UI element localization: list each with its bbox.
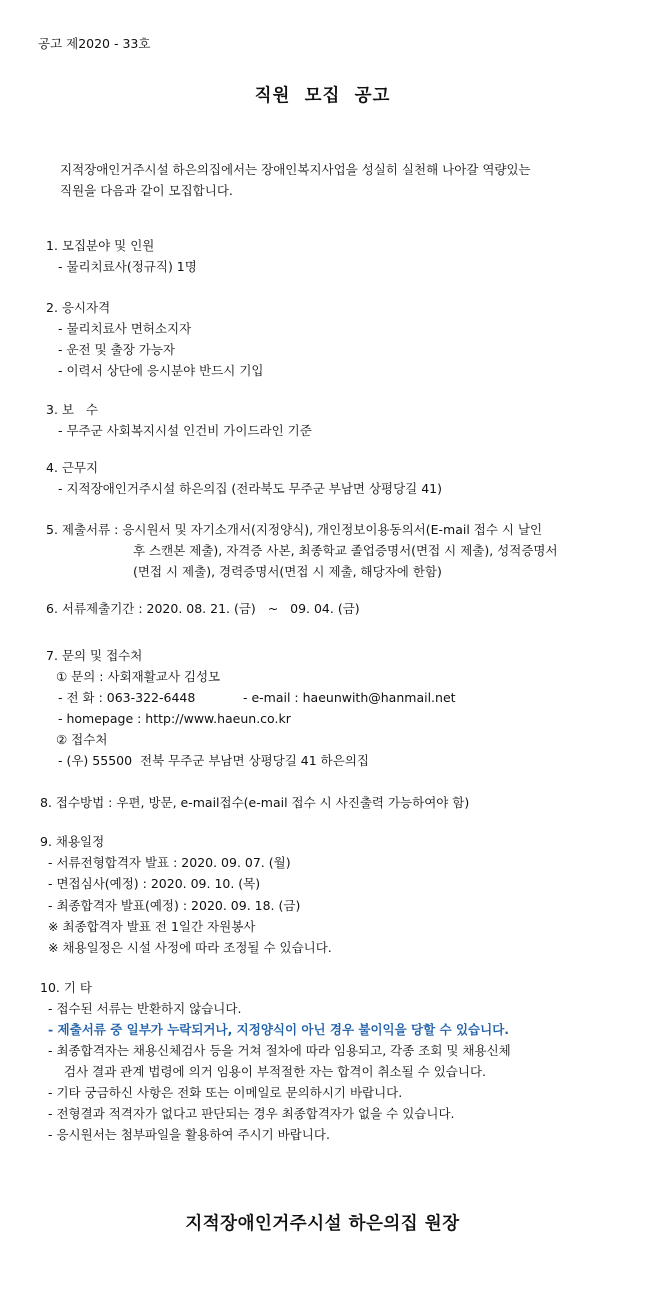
section-10-item: - 최종합격자는 채용신체검사 등을 거쳐 절차에 따라 임용되고, 각종 조회 및 채용신체	[48, 1043, 511, 1058]
section-9-note: ※ 최종합격자 발표 전 1일간 자원봉사	[48, 919, 256, 934]
section-10-item: - 기타 궁금하신 사항은 전화 또는 이메일로 문의하시기 바랍니다.	[48, 1085, 403, 1100]
section-7-item: ② 접수처	[56, 732, 108, 747]
section-9-item: - 최종합격자 발표(예정) : 2020. 09. 18. (금)	[48, 898, 301, 913]
section-5-line-2: 후 스캔본 제출), 자격증 사본, 최종학교 졸업증명서(면접 시 제출), 성적증명서	[133, 543, 558, 558]
section-10-item: - 접수된 서류는 반환하지 않습니다.	[48, 1001, 242, 1016]
section-10-item: - 응시원서는 첨부파일을 활용하여 주시기 바랍니다.	[48, 1127, 330, 1142]
section-2-item: - 물리치료사 면허소지자	[58, 321, 192, 336]
signature: 지적장애인거주시설 하은의집 원장	[185, 1214, 460, 1234]
section-2-heading: 2. 응시자격	[46, 300, 111, 315]
section-6-heading: 6. 서류제출기간 : 2020. 08. 21. (금) ~ 09. 04. (금)	[46, 601, 360, 616]
section-10-item-highlight: - 제출서류 중 일부가 누락되거나, 지정양식이 아닌 경우 불이익을 당할 수 있습니다.	[48, 1022, 510, 1037]
section-9-note: ※ 채용일정은 시설 사정에 따라 조정될 수 있습니다.	[48, 940, 332, 955]
section-10-heading: 10. 기 타	[40, 980, 92, 995]
section-10-item: - 전형결과 적격자가 없다고 판단되는 경우 최종합격자가 없을 수 있습니다.	[48, 1106, 455, 1121]
section-10-item-continuation: 검사 결과 관계 법령에 의거 임용이 부적절한 자는 합격이 취소될 수 있습니다.	[64, 1064, 487, 1079]
section-4-item: - 지적장애인거주시설 하은의집 (전라북도 무주군 부남면 상평당길 41)	[58, 481, 443, 496]
section-2-item: - 이력서 상단에 응시분야 반드시 기입	[58, 363, 264, 378]
section-7-item: - homepage : http://www.haeun.co.kr	[58, 711, 291, 726]
section-7-item: - (우) 55500 전북 무주군 부남면 상평당길 41 하은의집	[58, 753, 369, 768]
section-4-heading: 4. 근무지	[46, 460, 99, 475]
section-1-heading: 1. 모집분야 및 인원	[46, 238, 155, 253]
section-7-heading: 7. 문의 및 접수처	[46, 648, 143, 663]
section-1-item: - 물리치료사(정규직) 1명	[58, 259, 197, 274]
section-7-item: - 전 화 : 063-322-6448 - e-mail : haeunwith@hanmail.net	[58, 690, 456, 705]
section-3-heading: 3. 보 수	[46, 402, 98, 417]
section-3-item: - 무주군 사회복지시설 인건비 가이드라인 기준	[58, 423, 312, 438]
section-2-item: - 운전 및 출장 가능자	[58, 342, 176, 357]
section-5-line-3: (면접 시 제출), 경력증명서(면접 시 제출, 해당자에 한함)	[133, 564, 442, 579]
section-5-line-1: 5. 제출서류 : 응시원서 및 자기소개서(지정양식), 개인정보이용동의서(E-mail 접수 시 날인	[46, 522, 543, 537]
section-9-heading: 9. 채용일정	[40, 834, 105, 849]
section-9-item: - 면접심사(예정) : 2020. 09. 10. (목)	[48, 876, 261, 891]
page-title: 직원 모집 공고	[254, 86, 391, 106]
section-9-item: - 서류전형합격자 발표 : 2020. 09. 07. (월)	[48, 855, 291, 870]
section-8-heading: 8. 접수방법 : 우편, 방문, e-mail접수(e-mail 접수 시 사진출력 가능하여야 함)	[40, 795, 470, 810]
section-7-item: ① 문의 : 사회재활교사 김성모	[56, 669, 221, 684]
intro-line-2: 직원을 다음과 같이 모집합니다.	[60, 183, 233, 198]
intro-line-1: 지적장애인거주시설 하은의집에서는 장애인복지사업을 성실히 실천해 나아갈 역량있는	[60, 162, 531, 177]
notice-number: 공고 제2020 - 33호	[38, 36, 151, 51]
